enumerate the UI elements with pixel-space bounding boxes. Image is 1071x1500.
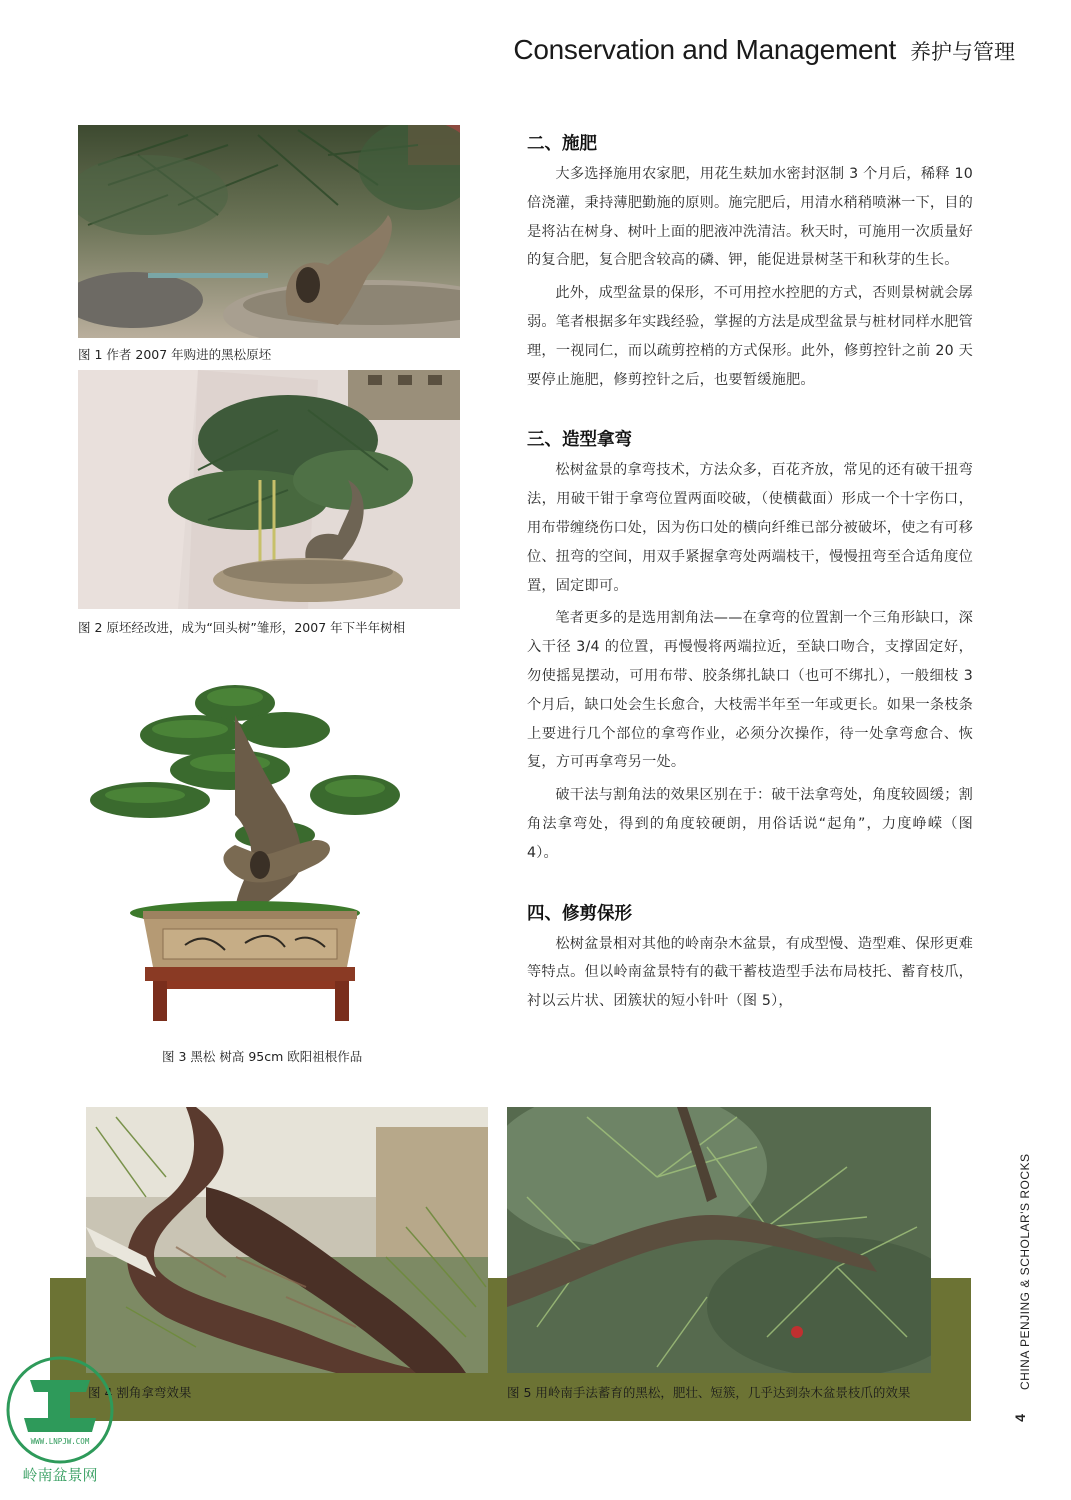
- figure-5-photo: [507, 1107, 931, 1373]
- journal-name-vertical: [1018, 1153, 1038, 1390]
- figure-4-photo: [86, 1107, 488, 1373]
- figure-3-photo: [85, 675, 415, 1025]
- section-heading: 二、施肥: [527, 134, 597, 154]
- header-chinese: 养护与管理: [910, 40, 1015, 64]
- section-bending: [527, 428, 973, 867]
- paragraph: 大多选择施用农家肥，用花生麸加水密封沤制 3 个月后，稀释 10 倍浇灌，秉持薄肥勤施的原则。施完肥后，用清水稍稍喷淋一下，目的是将沾在树身、树叶上面的肥液冲洗清洁。秋天时，可施用一次质量好的复合肥，复合肥含较高的磷、钾，能促进景树茎干和秋芽的生长。: [527, 166, 974, 269]
- section-pruning: [527, 902, 973, 1016]
- header-english: Conservation and Management: [513, 34, 896, 65]
- section-heading: 三、造型拿弯: [527, 430, 632, 451]
- figure-2-photo: [78, 370, 460, 609]
- journal-name: CHINA PENJING & SCHOLAR'S ROCKS: [1018, 1153, 1032, 1390]
- section-heading: 四、修剪保形: [527, 903, 632, 924]
- watermark-logo: [2, 1340, 118, 1490]
- article-text: [527, 132, 973, 1016]
- figure-1-photo: [78, 125, 460, 338]
- logo-url: WWW.LNPJW.COM: [30, 1437, 90, 1446]
- paragraph: 破干法与割角法的效果区别在于：破干法拿弯处，角度较圆缓；割角法拿弯处，得到的角度较硬朗，用俗话说“起角”，力度峥嵘（图 4）。: [527, 787, 973, 861]
- section-fertilizing: [527, 132, 973, 394]
- paragraph: 松树盆景的拿弯技术，方法众多，百花齐放，常见的还有破干扭弯法，用破干钳于拿弯位置两面咬破，（使横截面）形成一个十字伤口，用布带缠绕伤口处，因为伤口处的横向纤维已部分被破坏，使之有可移位、扭弯的空间，用双手紧握拿弯处两端枝干，慢慢扭弯至合适角度位置，固定即可。: [527, 462, 974, 594]
- logo-name: 岭南盆景网: [22, 1466, 98, 1484]
- figure-2-caption: 图 2 原坯经改进，成为“回头树”雏形，2007 年下半年树相: [78, 620, 406, 635]
- figure-3-caption: 图 3 黑松 树高 95cm 欧阳祖根作品: [162, 1049, 363, 1064]
- page-header: [513, 34, 1015, 66]
- figure-5-caption: 图 5 用岭南手法蓄育的黑松，肥壮、短簇，几乎达到杂木盆景枝爪的效果: [507, 1385, 911, 1400]
- paragraph: 此外，成型盆景的保形，不可用控水控肥的方式，否则景树就会孱弱。笔者根据多年实践经验，掌握的方法是成型盆景与桩材同样水肥管理，一视同仁，而以疏剪控梢的方式保形。此外，修剪控针之前 20 天要停止施肥，修剪控针之后，也要暂缓施肥。: [527, 285, 974, 388]
- figure-1-caption: 图 1 作者 2007 年购进的黑松原坯: [78, 347, 272, 362]
- figure-4-caption: 图 4 割角拿弯效果: [88, 1385, 192, 1400]
- page-number: 4: [1011, 1414, 1028, 1422]
- paragraph: 松树盆景相对其他的岭南杂木盆景，有成型慢、造型难、保形更难等特点。但以岭南盆景特有的截干蓄枝造型手法布局枝托、蓄育枝爪，衬以云片状、团簇状的短小针叶（图 5），: [527, 935, 974, 1010]
- paragraph: 笔者更多的是选用割角法——在拿弯的位置割一个三角形缺口，深入干径 3/4 的位置，再慢慢将两端拉近，至缺口吻合，支撑固定好，勿使摇晃摆动，可用布带、胶条绑扎缺口（也可不绑扎），一般细枝 3 个月后，缺口处会生长愈合，大枝需半年至一年或更长。如果一条枝条上要进行几个部位的拿弯作业，必须分次操作，待一处拿弯愈合、恢复，方可再拿弯另一处。: [527, 610, 974, 771]
